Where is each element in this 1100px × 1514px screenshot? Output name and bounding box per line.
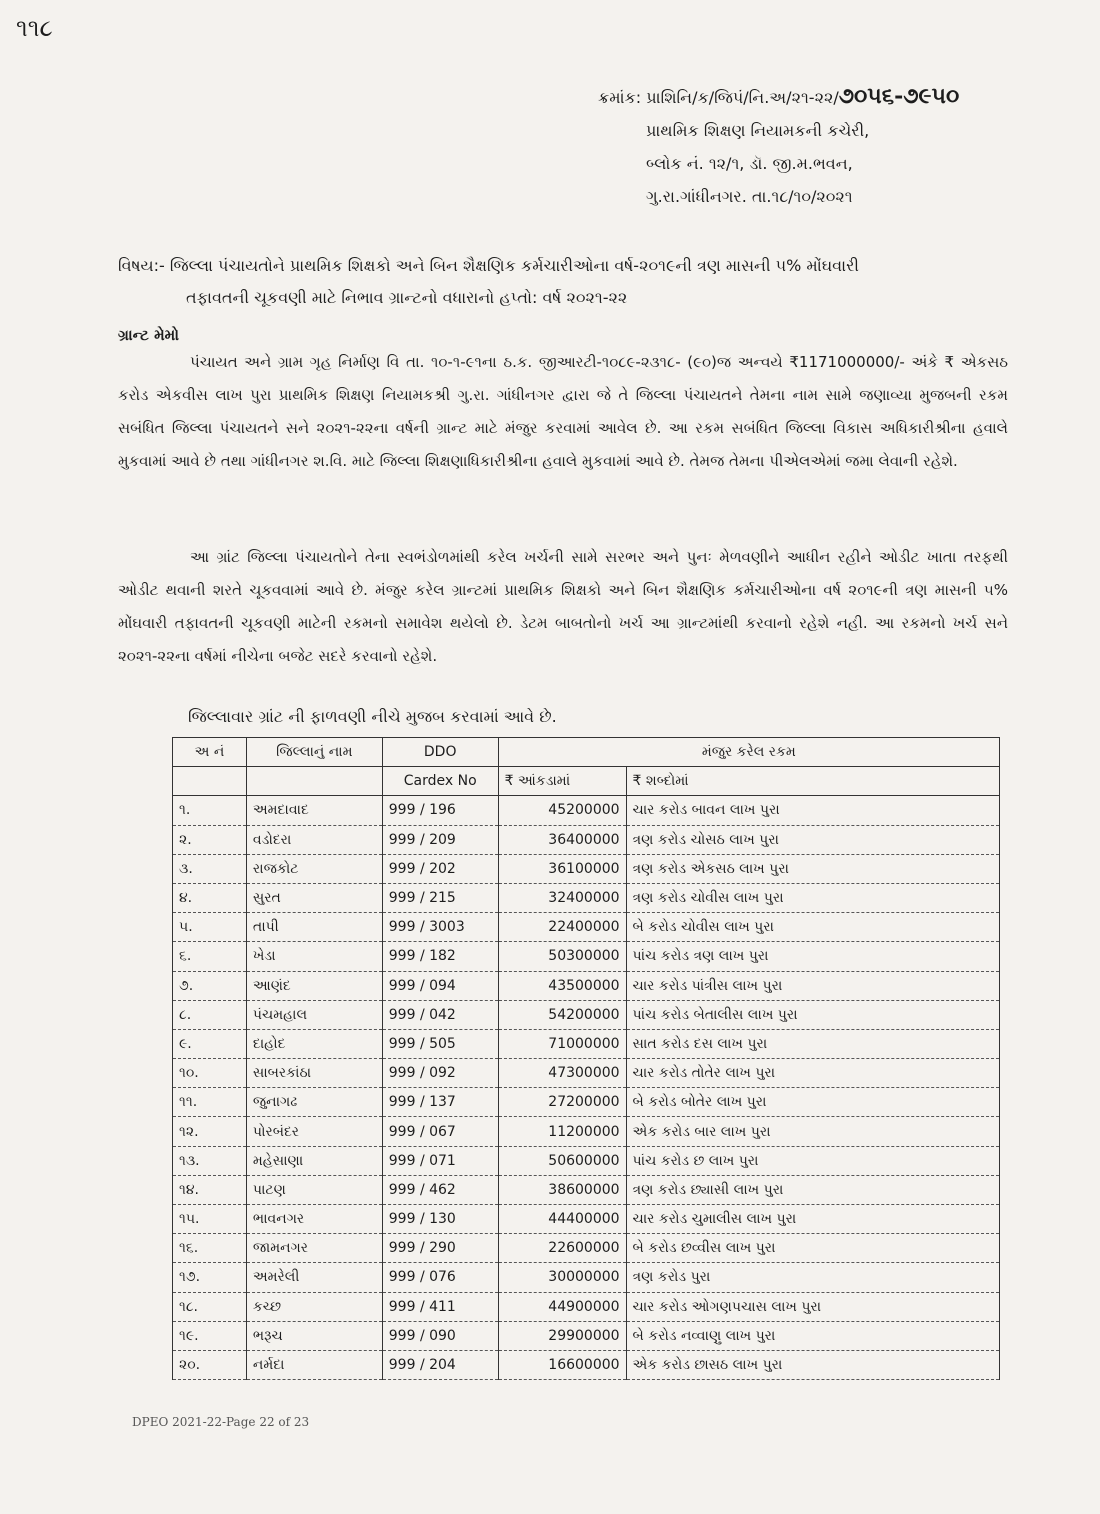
subheader-empty — [173, 767, 247, 796]
cell-ddo: 999 / 202 — [382, 854, 498, 883]
cell-amount: 47300000 — [498, 1059, 626, 1088]
table-row — [173, 854, 1000, 883]
cell-sr: ૧૨. — [173, 1117, 247, 1146]
cell-ddo: 999 / 204 — [382, 1350, 498, 1379]
table-row — [173, 825, 1000, 854]
cell-amount: 29900000 — [498, 1321, 626, 1350]
cell-ddo: 999 / 076 — [382, 1263, 498, 1292]
cell-amount: 54200000 — [498, 1000, 626, 1029]
cell-words: પાંચ કરોડ બેતાલીસ લાખ પુરા — [626, 1000, 999, 1029]
cell-sr: ૧૦. — [173, 1059, 247, 1088]
reference-prefix: ક્રમાંક: પ્રાશિનિ/ક/જિપં/નિ.અ/૨૧-૨૨/ — [598, 88, 839, 107]
cell-district: ખેડા — [246, 942, 382, 971]
grant-allocation-table — [172, 737, 1000, 1380]
table-subheader-row — [173, 767, 1000, 796]
table-row — [173, 942, 1000, 971]
cell-sr: ૬. — [173, 942, 247, 971]
cell-sr: ૨૦. — [173, 1350, 247, 1379]
table-row — [173, 1029, 1000, 1058]
cell-amount: 44900000 — [498, 1292, 626, 1321]
cell-words: ત્રણ કરોડ ચોવીસ લાખ પુરા — [626, 883, 999, 912]
cell-sr: ૯. — [173, 1029, 247, 1058]
cell-ddo: 999 / 130 — [382, 1205, 498, 1234]
cell-district: પંચમહાલ — [246, 1000, 382, 1029]
cell-sr: ૪. — [173, 883, 247, 912]
cell-amount: 22600000 — [498, 1234, 626, 1263]
table-row — [173, 1292, 1000, 1321]
cell-sr: ૨. — [173, 825, 247, 854]
table-row — [173, 1117, 1000, 1146]
cell-words: બે કરોડ છવ્વીસ લાખ પુરા — [626, 1234, 999, 1263]
header-sanctioned-amount: મંજુર કરેલ રકમ — [498, 738, 999, 767]
cell-words: એક કરોડ બાર લાખ પુરા — [626, 1117, 999, 1146]
cell-ddo: 999 / 505 — [382, 1029, 498, 1058]
cell-sr: ૧૫. — [173, 1205, 247, 1234]
table-row — [173, 796, 1000, 825]
cell-ddo: 999 / 182 — [382, 942, 498, 971]
cell-district: વડોદરા — [246, 825, 382, 854]
memo-title: ગ્રાન્ટ મેમો — [118, 326, 180, 344]
table-row — [173, 1350, 1000, 1379]
header-district: જિલ્લાનું નામ — [246, 738, 382, 767]
place-and-date: ગુ.રા.ગાંધીનગર. તા.૧૮/૧૦/૨૦૨૧ — [646, 187, 853, 206]
table-row — [173, 1205, 1000, 1234]
cell-ddo: 999 / 092 — [382, 1059, 498, 1088]
cell-district: પોરબંદર — [246, 1117, 382, 1146]
header-figures: ₹ આંકડામાં — [498, 767, 626, 796]
cell-district: દાહોદ — [246, 1029, 382, 1058]
cell-district: રાજકોટ — [246, 854, 382, 883]
cell-district: સાબરકાંઠા — [246, 1059, 382, 1088]
table-caption: જિલ્લાવાર ગ્રાંટ ની ફાળવણી નીચે મુજબ કરવામાં આવે છે. — [188, 707, 557, 726]
subheader-empty — [246, 767, 382, 796]
cell-words: સાત કરોડ દસ લાખ પુરા — [626, 1029, 999, 1058]
table-row — [173, 1175, 1000, 1204]
subject-line-2: તફાવતની ચૂકવણી માટે નિભાવ ગ્રાન્ટનો વધારાનો હપ્તો: વર્ષ ૨૦૨૧-૨૨ — [186, 288, 628, 307]
cell-words: ચાર કરોડ પાંત્રીસ લાખ પુરા — [626, 971, 999, 1000]
reference-line — [598, 80, 959, 114]
cell-district: મહેસાણા — [246, 1146, 382, 1175]
cell-words: બે કરોડ નવ્વાણુ લાખ પુરા — [626, 1321, 999, 1350]
cell-sr: ૧૩. — [173, 1146, 247, 1175]
cell-ddo: 999 / 196 — [382, 796, 498, 825]
paragraph-2-text: આ ગ્રાંટ જિલ્લા પંચાયતોને તેના સ્વભંડોળમાંથી કરેલ ખર્ચની સામે સરભર અને પુનઃ મેળવણીને આધીન રહીને ઓડીટ ખાતા તરફથી ઓડીટ થવાની શરતે ચૂકવવામાં આવે છે. મંજુર કરેલ ગ્રાન્ટમાં પ્રાથમિક શિક્ષકો અને બિન શૈક્ષણિક કર્મચારીઓના વર્ષ ૨૦૧૯ની ત્રણ માસની ૫% મોંઘવારી તફાવતની ચૂકવણી માટેની રકમનો સમાવેશ થયેલો છે. ડેટમ બાબતોનો ખર્ચ આ ગ્રાન્ટમાંથી કરવાનો રહેશે નહી. આ રકમનો ખર્ચ સને ૨૦૨૧-૨૨ના વર્ષમાં નીચેના બજેટ સદરે કરવાનો રહેશે. — [118, 548, 1008, 665]
paragraph-1 — [118, 346, 1008, 478]
cell-sr: ૧૭. — [173, 1263, 247, 1292]
cell-words: બે કરોડ ચોવીસ લાખ પુરા — [626, 913, 999, 942]
cell-ddo: 999 / 137 — [382, 1088, 498, 1117]
handwritten-reference-number: ૭૦૫૬-૭૯૫૦ — [838, 83, 960, 109]
cell-district: અમદાવાદ — [246, 796, 382, 825]
table-header-row — [173, 738, 1000, 767]
cell-words: ત્રણ કરોડ છ્યાસી લાખ પુરા — [626, 1175, 999, 1204]
cell-district: નર્મદા — [246, 1350, 382, 1379]
table-row — [173, 1088, 1000, 1117]
cell-amount: 30000000 — [498, 1263, 626, 1292]
header-words: ₹ શબ્દોમાં — [626, 767, 999, 796]
cell-ddo: 999 / 290 — [382, 1234, 498, 1263]
cell-ddo: 999 / 209 — [382, 825, 498, 854]
cell-ddo: 999 / 3003 — [382, 913, 498, 942]
subject — [118, 250, 1018, 314]
cell-ddo: 999 / 067 — [382, 1117, 498, 1146]
office-header — [598, 80, 959, 213]
cell-sr: ૧૪. — [173, 1175, 247, 1204]
paragraph-2 — [118, 541, 1008, 673]
table-row — [173, 1263, 1000, 1292]
cell-words: ચાર કરોડ તોતેર લાખ પુરા — [626, 1059, 999, 1088]
cell-district: કચ્છ — [246, 1292, 382, 1321]
cell-sr: ૫. — [173, 913, 247, 942]
cell-sr: ૩. — [173, 854, 247, 883]
cell-district: પાટણ — [246, 1175, 382, 1204]
cell-words: પાંચ કરોડ છ લાખ પુરા — [626, 1146, 999, 1175]
cell-district: અમરેલી — [246, 1263, 382, 1292]
cell-words: ચાર કરોડ બાવન લાખ પુરા — [626, 796, 999, 825]
cell-amount: 50600000 — [498, 1146, 626, 1175]
cell-sr: ૧૮. — [173, 1292, 247, 1321]
header-ddo: DDO — [382, 738, 498, 767]
cell-ddo: 999 / 215 — [382, 883, 498, 912]
cell-amount: 44400000 — [498, 1205, 626, 1234]
cell-words: પાંચ કરોડ ત્રણ લાખ પુરા — [626, 942, 999, 971]
table-row — [173, 883, 1000, 912]
cell-sr: ૧૧. — [173, 1088, 247, 1117]
cell-words: બે કરોડ બોતેર લાખ પુરા — [626, 1088, 999, 1117]
cell-ddo: 999 / 094 — [382, 971, 498, 1000]
cell-district: જુનાગઢ — [246, 1088, 382, 1117]
cell-amount: 50300000 — [498, 942, 626, 971]
cell-sr: ૧૯. — [173, 1321, 247, 1350]
cell-sr: ૧૬. — [173, 1234, 247, 1263]
office-address: બ્લોક નં. ૧૨/૧, ડૉ. જી.મ.ભવન, — [646, 154, 853, 173]
cell-amount: 71000000 — [498, 1029, 626, 1058]
cell-amount: 45200000 — [498, 796, 626, 825]
cell-district: આણંદ — [246, 971, 382, 1000]
cell-words: ત્રણ કરોડ ચોસઠ લાખ પુરા — [626, 825, 999, 854]
cell-words: એક કરોડ છાસઠ લાખ પુરા — [626, 1350, 999, 1379]
header-serial: અ નં — [173, 738, 247, 767]
cell-district: સુરત — [246, 883, 382, 912]
cell-sr: ૭. — [173, 971, 247, 1000]
table-row — [173, 1146, 1000, 1175]
cell-amount: 11200000 — [498, 1117, 626, 1146]
cell-amount: 36100000 — [498, 854, 626, 883]
cell-amount: 38600000 — [498, 1175, 626, 1204]
table-row — [173, 1321, 1000, 1350]
cell-district: જામનગર — [246, 1234, 382, 1263]
table-row — [173, 1234, 1000, 1263]
table-row — [173, 971, 1000, 1000]
table-row — [173, 1059, 1000, 1088]
cell-words: ચાર કરોડ ઓગણપચાસ લાખ પુરા — [626, 1292, 999, 1321]
cell-ddo: 999 / 411 — [382, 1292, 498, 1321]
table-row — [173, 1000, 1000, 1029]
cell-district: તાપી — [246, 913, 382, 942]
cell-amount: 16600000 — [498, 1350, 626, 1379]
cell-ddo: 999 / 090 — [382, 1321, 498, 1350]
page-footer: DPEO 2021-22-Page 22 of 23 — [132, 1415, 310, 1429]
subject-line-1: વિષય:- જિલ્લા પંચાયતોને પ્રાથમિક શિક્ષકો અને બિન શૈક્ષણિક કર્મચારીઓના વર્ષ-૨૦૧૯ની ત્રણ માસની ૫% મોંઘવારી — [118, 256, 859, 275]
cell-district: ભરૂચ — [246, 1321, 382, 1350]
cell-amount: 27200000 — [498, 1088, 626, 1117]
cell-amount: 36400000 — [498, 825, 626, 854]
cell-words: ત્રણ કરોડ એકસઠ લાખ પુરા — [626, 854, 999, 883]
cell-amount: 43500000 — [498, 971, 626, 1000]
paragraph-1-text: પંચાયત અને ગ્રામ ગૃહ નિર્માણ વિ તા. ૧૦-૧-૯૧ના ઠ.ક. જીઆરટી-૧૦૮૯-૨૩૧૮- (૯૦)જ અન્વયે ₹1171000000/- અંકે ₹ એકસઠ કરોડ એકવીસ લાખ પુરા પ્રાથમિક શિક્ષણ નિયામકશ્રી ગુ.રા. ગાંધીનગર દ્વારા જે તે જિલ્લા પંચાયતને તેમના નામ સામે જણાવ્યા મુજબની રકમ સબંધિત જિલ્લા પંચાયતને સને ૨૦૨૧-૨૨ના વર્ષની ગ્રાન્ટ માટે મંજુર કરવામાં આવેલ છે. આ રકમ સબંધિત જિલ્લા વિકાસ અધિકારીશ્રીના હવાલે મુકવામાં આવે છે તથા ગાંધીનગર શ.વિ. માટે જિલ્લા શિક્ષણાધિકારીશ્રીના હવાલે મુકવામાં આવે છે. તેમજ તેમના પીએલએમાં જમા લેવાની રહેશે. — [118, 353, 1008, 470]
office-name: પ્રાથમિક શિક્ષણ નિયામકની કચેરી, — [646, 121, 870, 140]
page-number: ૧૧૮ — [16, 14, 53, 42]
cell-district: ભાવનગર — [246, 1205, 382, 1234]
cell-ddo: 999 / 462 — [382, 1175, 498, 1204]
cell-ddo: 999 / 042 — [382, 1000, 498, 1029]
cell-amount: 22400000 — [498, 913, 626, 942]
header-cardex: Cardex No — [382, 767, 498, 796]
cell-sr: ૧. — [173, 796, 247, 825]
cell-words: ચાર કરોડ ચુમાલીસ લાખ પુરા — [626, 1205, 999, 1234]
cell-amount: 32400000 — [498, 883, 626, 912]
table-row — [173, 913, 1000, 942]
cell-ddo: 999 / 071 — [382, 1146, 498, 1175]
cell-words: ત્રણ કરોડ પુરા — [626, 1263, 999, 1292]
cell-sr: ૮. — [173, 1000, 247, 1029]
